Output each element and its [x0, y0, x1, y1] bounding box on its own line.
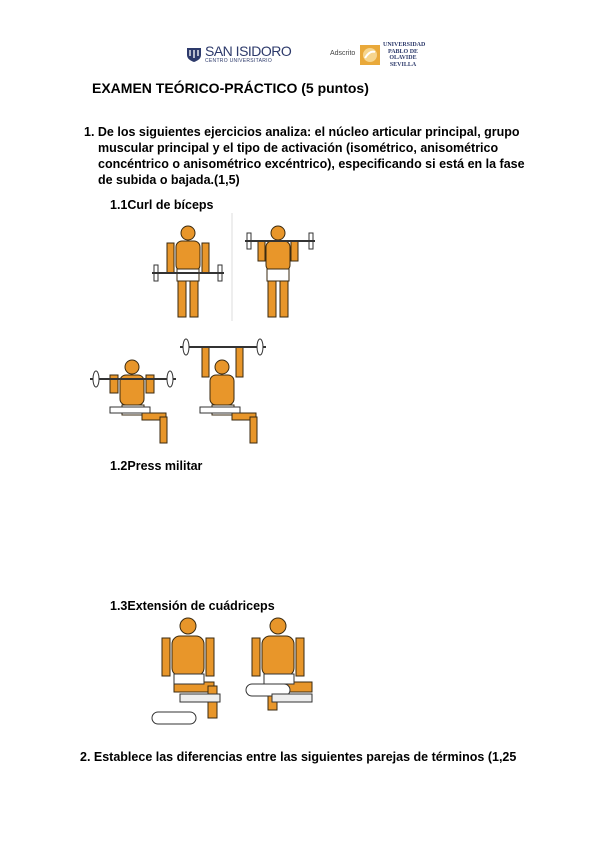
item-1-2-label: 1.2Press militar [110, 459, 203, 473]
item-1-1-label: 1.1Curl de bíceps [110, 198, 214, 212]
university-logo-text: UNIVERSIDAD PABLO DE OLAVIDE SEVILLA [383, 42, 426, 68]
san-isidoro-logo: SAN ISIDORO CENTRO UNIVERSITARIO [186, 44, 291, 64]
pablo-olavide-logo [360, 42, 426, 68]
question-1: 1. De los siguientes ejercicios analiza: el núcleo articular principal, grupo muscular principal y el tipo de activación (isométrico, anisométrico concéntrico o anisométrico excéntrico), especificando si está en la fase de subida o bajada.(1,5) [84, 125, 525, 187]
shield-logo-icon [186, 46, 202, 62]
item-1-3-label: 1.3Extensión de cuádriceps [110, 599, 275, 613]
question-2: 2. Establece las diferencias entre las siguientes parejas de términos (1,25 [80, 750, 517, 764]
adscrito-label: Adscrito [330, 50, 356, 57]
exam-title: EXAMEN TEÓRICO-PRÁCTICO (5 puntos) [92, 80, 369, 96]
quadriceps-extension-illustration [148, 612, 328, 737]
biceps-curl-illustration [150, 213, 335, 323]
military-press-illustration [84, 333, 274, 448]
olavide-emblem-icon [360, 45, 380, 65]
